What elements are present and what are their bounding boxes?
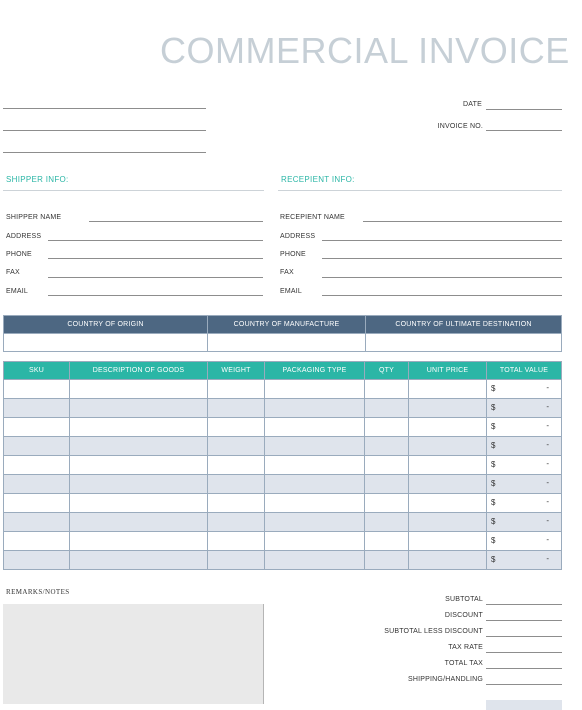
weight-cell[interactable]	[208, 418, 265, 437]
unit-price-cell[interactable]	[409, 456, 487, 475]
recipient-email-label: EMAIL	[280, 288, 303, 295]
shipper-name-label: SHIPPER NAME	[6, 214, 62, 221]
country-of-destination-cell[interactable]	[366, 334, 562, 352]
table-row	[4, 532, 562, 551]
packaging-type-cell[interactable]	[265, 475, 365, 494]
description-cell[interactable]	[70, 437, 208, 456]
description-cell[interactable]	[70, 494, 208, 513]
recipient-section-divider	[278, 190, 562, 191]
qty-cell[interactable]	[365, 418, 409, 437]
description-cell[interactable]	[70, 418, 208, 437]
country-table	[3, 315, 562, 352]
invoice-no-label: INVOICE NO.	[437, 123, 483, 130]
company-line-2[interactable]	[3, 130, 206, 131]
invoice-title: COMMERCIAL INVOICE	[160, 30, 570, 71]
sku-cell[interactable]	[4, 456, 70, 475]
weight-cell[interactable]	[208, 456, 265, 475]
goods-table	[3, 361, 562, 570]
discount-label: DISCOUNT	[444, 612, 483, 619]
table-row	[4, 399, 562, 418]
total-tax-field[interactable]	[486, 668, 562, 669]
recipient-fax-label: FAX	[280, 269, 294, 276]
table-row	[4, 494, 562, 513]
total-value-cell[interactable]	[487, 532, 562, 551]
table-row	[4, 513, 562, 532]
discount-field[interactable]	[486, 620, 562, 621]
packaging-type-cell[interactable]	[265, 551, 365, 570]
unit-price-cell[interactable]	[409, 418, 487, 437]
qty-cell[interactable]	[365, 513, 409, 532]
currency-symbol: $	[491, 536, 496, 545]
recipient-section-title: RECEPIENT INFO:	[281, 175, 355, 184]
unit-price-cell[interactable]	[409, 532, 487, 551]
description-cell[interactable]	[70, 532, 208, 551]
currency-symbol: $	[491, 441, 496, 450]
weight-cell[interactable]	[208, 475, 265, 494]
weight-cell[interactable]	[208, 399, 265, 418]
description-cell[interactable]	[70, 399, 208, 418]
total-value-cell[interactable]	[487, 380, 562, 399]
shipper-name-field[interactable]	[89, 221, 263, 222]
description-cell[interactable]	[70, 380, 208, 399]
recipient-name-label: RECEPIENT NAME	[280, 214, 345, 221]
recipient-phone-field[interactable]	[322, 258, 562, 259]
subtotal-field[interactable]	[486, 604, 562, 605]
total-value-cell[interactable]	[487, 399, 562, 418]
total-value-amount: -	[546, 459, 549, 468]
qty-cell[interactable]	[365, 551, 409, 570]
qty-cell[interactable]	[365, 494, 409, 513]
date-label: DATE	[463, 101, 482, 108]
qty-cell[interactable]	[365, 532, 409, 551]
packaging-type-header: PACKAGING TYPE	[265, 362, 365, 380]
total-tax-label: TOTAL TAX	[444, 660, 483, 667]
subtotal-label: SUBTOTAL	[445, 596, 483, 603]
total-value-cell[interactable]	[487, 494, 562, 513]
packaging-type-cell[interactable]	[265, 513, 365, 532]
table-row	[4, 551, 562, 570]
subtotal-less-discount-field[interactable]	[486, 636, 562, 637]
packaging-type-cell[interactable]	[265, 494, 365, 513]
sku-cell[interactable]	[4, 551, 70, 570]
qty-cell[interactable]	[365, 380, 409, 399]
packaging-type-cell[interactable]	[265, 380, 365, 399]
recipient-phone-label: PHONE	[280, 251, 306, 258]
company-line-3[interactable]	[3, 152, 206, 153]
tax-rate-label: TAX RATE	[448, 644, 483, 651]
description-cell[interactable]	[70, 475, 208, 494]
total-value-cell[interactable]	[487, 418, 562, 437]
total-value-amount: -	[546, 497, 549, 506]
unit-price-cell[interactable]	[409, 551, 487, 570]
total-value-cell[interactable]	[487, 513, 562, 532]
packaging-type-cell[interactable]	[265, 456, 365, 475]
unit-price-cell[interactable]	[409, 380, 487, 399]
subtotal-less-discount-label: SUBTOTAL LESS DISCOUNT	[384, 628, 483, 635]
packaging-type-cell[interactable]	[265, 532, 365, 551]
total-value-cell[interactable]	[487, 551, 562, 570]
country-of-origin-cell[interactable]	[4, 334, 208, 352]
sku-cell[interactable]	[4, 380, 70, 399]
currency-symbol: $	[491, 403, 496, 412]
total-value-cell[interactable]	[487, 456, 562, 475]
description-cell[interactable]	[70, 456, 208, 475]
shipper-phone-field[interactable]	[48, 258, 263, 259]
unit-price-cell[interactable]	[409, 494, 487, 513]
shipping-handling-label: SHIPPING/HANDLING	[408, 676, 483, 683]
qty-header: QTY	[365, 362, 409, 380]
remarks-label: REMARKS/NOTES	[6, 588, 70, 596]
weight-cell[interactable]	[208, 513, 265, 532]
table-row	[4, 456, 562, 475]
table-row	[4, 418, 562, 437]
currency-symbol: $	[491, 555, 496, 564]
description-header: DESCRIPTION OF GOODS	[70, 362, 208, 380]
currency-symbol: $	[491, 460, 496, 469]
weight-header: WEIGHT	[208, 362, 265, 380]
qty-cell[interactable]	[365, 456, 409, 475]
recipient-address-label: ADDRESS	[280, 233, 316, 240]
table-row	[4, 380, 562, 399]
currency-symbol: $	[491, 517, 496, 526]
unit-price-cell[interactable]	[409, 475, 487, 494]
country-of-destination-header: COUNTRY OF ULTIMATE DESTINATION	[366, 316, 562, 334]
shipper-section-title: SHIPPER INFO:	[6, 175, 69, 184]
total-value-amount: -	[546, 535, 549, 544]
qty-cell[interactable]	[365, 399, 409, 418]
shipper-email-label: EMAIL	[6, 288, 29, 295]
date-field[interactable]	[486, 109, 562, 110]
table-row	[4, 437, 562, 456]
shipper-email-field[interactable]	[48, 295, 263, 296]
recipient-email-field[interactable]	[322, 295, 562, 296]
total-value-amount: -	[546, 516, 549, 525]
total-value-amount: -	[546, 402, 549, 411]
qty-cell[interactable]	[365, 475, 409, 494]
weight-cell[interactable]	[208, 551, 265, 570]
shipper-phone-label: PHONE	[6, 251, 32, 258]
sku-cell[interactable]	[4, 399, 70, 418]
shipper-fax-field[interactable]	[48, 277, 263, 278]
total-value-amount: -	[546, 421, 549, 430]
packaging-type-cell[interactable]	[265, 399, 365, 418]
total-value-cell[interactable]	[487, 475, 562, 494]
sku-cell[interactable]	[4, 494, 70, 513]
sku-cell[interactable]	[4, 513, 70, 532]
country-of-origin-header: COUNTRY OF ORIGIN	[4, 316, 208, 334]
tax-rate-field[interactable]	[486, 652, 562, 653]
description-cell[interactable]	[70, 513, 208, 532]
shipping-handling-field[interactable]	[486, 684, 562, 685]
currency-symbol: $	[491, 498, 496, 507]
total-value-amount: -	[546, 440, 549, 449]
currency-symbol: $	[491, 479, 496, 488]
shipper-address-label: ADDRESS	[6, 233, 42, 240]
description-cell[interactable]	[70, 551, 208, 570]
shipper-fax-label: FAX	[6, 269, 20, 276]
invoice-no-field[interactable]	[486, 130, 562, 131]
currency-symbol: $	[491, 422, 496, 431]
sku-cell[interactable]	[4, 475, 70, 494]
shipper-section-divider	[3, 190, 264, 191]
qty-cell[interactable]	[365, 437, 409, 456]
weight-cell[interactable]	[208, 437, 265, 456]
remarks-box[interactable]	[3, 604, 264, 704]
sku-cell[interactable]	[4, 532, 70, 551]
unit-price-cell[interactable]	[409, 437, 487, 456]
weight-cell[interactable]	[208, 532, 265, 551]
packaging-type-cell[interactable]	[265, 437, 365, 456]
company-line-1[interactable]	[3, 108, 206, 109]
weight-cell[interactable]	[208, 380, 265, 399]
sku-cell[interactable]	[4, 437, 70, 456]
table-row	[4, 475, 562, 494]
shipper-address-field[interactable]	[48, 240, 263, 241]
unit-price-cell[interactable]	[409, 399, 487, 418]
recipient-fax-field[interactable]	[322, 277, 562, 278]
currency-symbol: $	[491, 384, 496, 393]
total-value-amount: -	[546, 554, 549, 563]
total-value-header: TOTAL VALUE	[487, 362, 562, 380]
unit-price-cell[interactable]	[409, 513, 487, 532]
country-of-manufacture-header: COUNTRY OF MANUFACTURE	[208, 316, 366, 334]
total-value-cell[interactable]	[487, 437, 562, 456]
packaging-type-cell[interactable]	[265, 418, 365, 437]
sku-cell[interactable]	[4, 418, 70, 437]
country-of-manufacture-cell[interactable]	[208, 334, 366, 352]
sku-header: SKU	[4, 362, 70, 380]
total-box[interactable]	[486, 700, 562, 710]
recipient-name-field[interactable]	[363, 221, 562, 222]
unit-price-header: UNIT PRICE	[409, 362, 487, 380]
total-value-amount: -	[546, 478, 549, 487]
weight-cell[interactable]	[208, 494, 265, 513]
total-value-amount: -	[546, 383, 549, 392]
recipient-address-field[interactable]	[322, 240, 562, 241]
